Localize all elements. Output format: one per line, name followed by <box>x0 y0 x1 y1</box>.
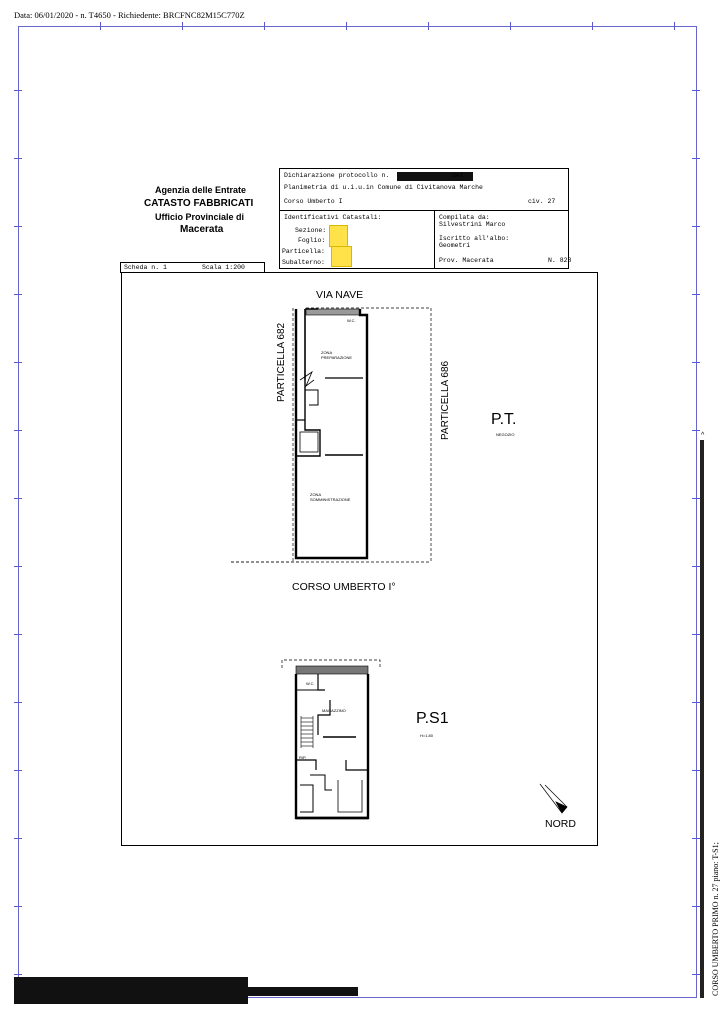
label-pt-title: P.T. <box>491 411 517 428</box>
label-wc-pt: W.C. <box>347 318 356 323</box>
form-foglio: Foglio: <box>298 237 326 244</box>
form-subalterno: Subalterno: <box>282 259 325 266</box>
form-tecnico: Silvestrini Marco <box>439 221 506 228</box>
form-dichiarazione: Dichiarazione protocollo n. <box>284 172 390 179</box>
label-via-nave: VIA NAVE <box>316 289 364 301</box>
label-particella-686: PARTICELLA 686 <box>440 360 451 440</box>
label-particella-682: PARTICELLA 682 <box>276 322 287 402</box>
label-nord: NORD <box>545 818 576 830</box>
form-sezione: Sezione: <box>295 227 327 234</box>
label-pt-sub: NEGOZIO <box>496 432 515 437</box>
label-magazzino: MAGAZZINO <box>322 708 346 713</box>
agency-line4: Macerata <box>180 224 224 235</box>
scheda-number: Scheda n. 1 <box>124 264 167 271</box>
form-del: del <box>452 172 464 179</box>
side-text: CORSO UMBERTO PRIMO n. 27 piano: T-S1; <box>711 842 720 996</box>
agency-line1: Agenzia delle Entrate <box>155 185 247 195</box>
form-planimetria: Planimetria di u.i.u.in Comune di Civitanova Marche <box>284 184 483 191</box>
redaction-bottom-1 <box>14 977 248 987</box>
form-identificativi: Identificativi Catastali: <box>284 214 382 221</box>
label-wc-ps1: W.C. <box>306 681 315 686</box>
label-ps1-sub: H=1.80 <box>420 733 434 738</box>
agency-line3: Ufficio Provinciale di <box>155 212 245 222</box>
form-civ: civ. 27 <box>528 198 556 205</box>
north-arrow <box>540 784 567 813</box>
form-iscritto: Iscritto all'albo: <box>439 235 510 242</box>
header-line: Data: 06/01/2020 - n. T4650 - Richiedente: BRCFNC82M15C770Z <box>14 10 245 20</box>
label-ps1-title: P.S1 <box>416 710 449 727</box>
label-zona-preparazione: ZONA PREPARAZIONE <box>321 350 353 360</box>
label-corso-umberto: CORSO UMBERTO I° <box>292 581 396 593</box>
label-zona-somministrazione: ZONA SOMMINISTRAZIONE <box>310 492 351 502</box>
scheda-scale: Scala 1:200 <box>202 264 245 271</box>
form-particella: Particella: <box>282 248 325 255</box>
form-albo: Geometri <box>439 242 471 249</box>
form-indirizzo: Corso Umberto I <box>284 198 343 205</box>
form-compilata: Compilata da: <box>439 214 490 221</box>
ground-floor-plan <box>231 308 431 562</box>
side-caret: ^ <box>701 432 705 439</box>
redaction-bottom-3 <box>14 996 248 1004</box>
label-rip: RIP. <box>299 755 307 760</box>
form-prov: Prov. Macerata <box>439 257 494 264</box>
redaction-bottom-2 <box>14 987 358 996</box>
basement-plan <box>282 660 380 818</box>
form-numero: N. 828 <box>548 257 572 264</box>
agency-line2: CATASTO FABBRICATI <box>144 198 254 209</box>
